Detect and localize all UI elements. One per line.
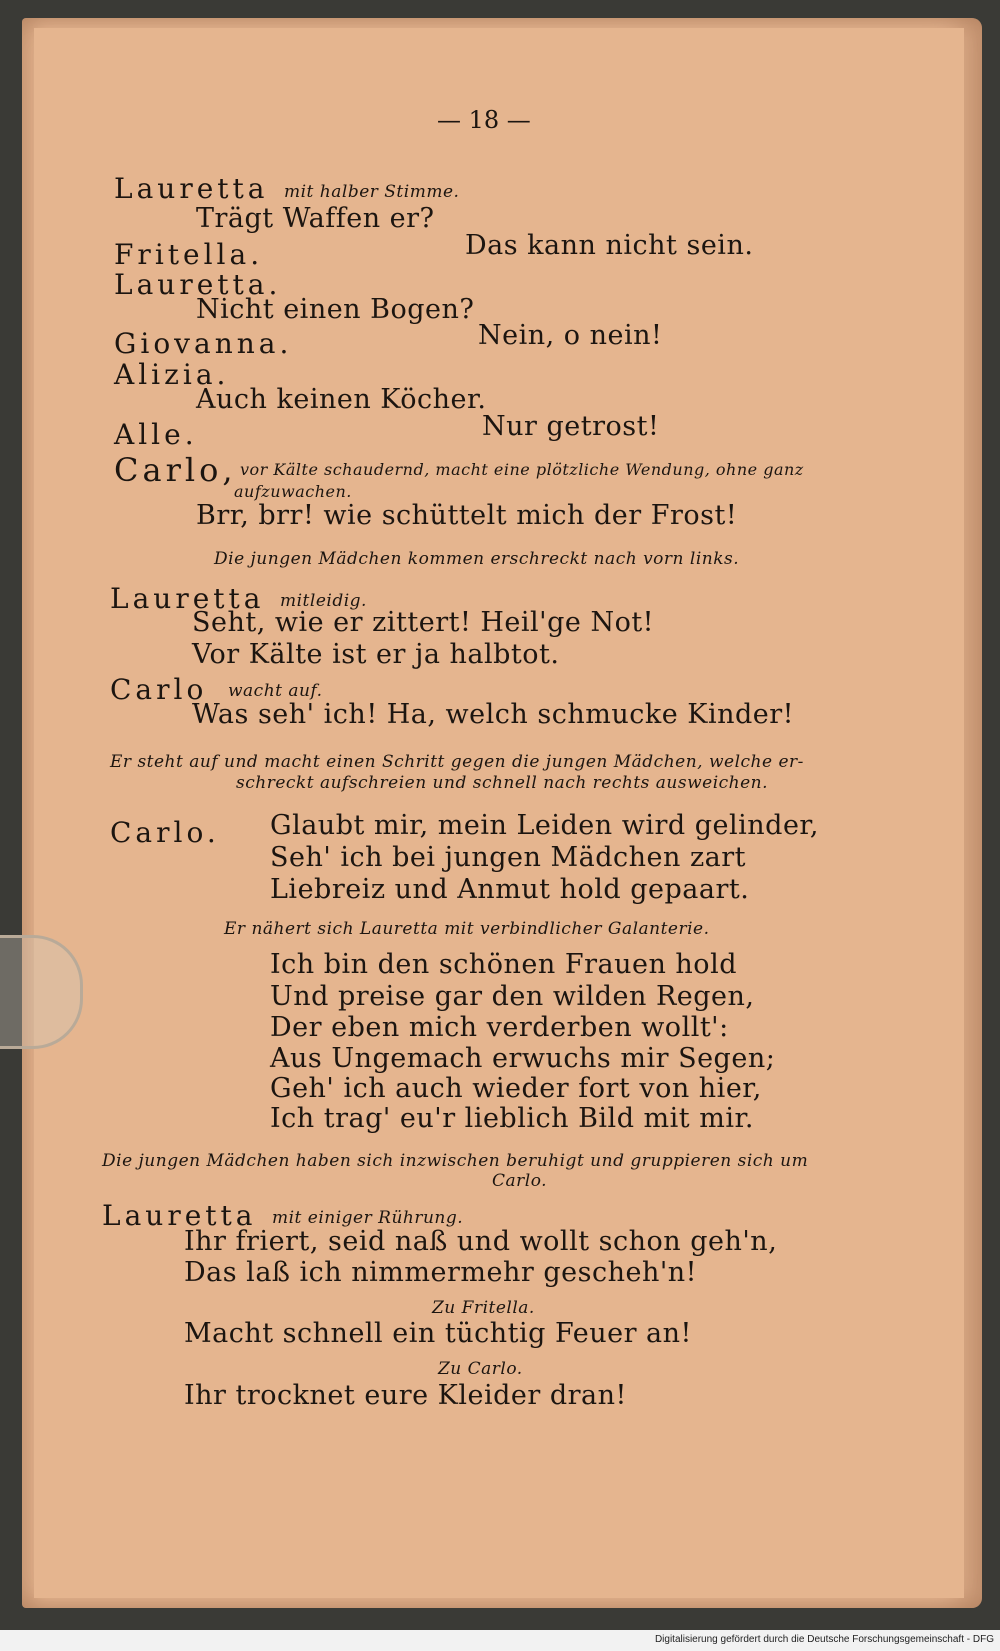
stage-direction: Er nähert sich Lauretta mit verbindlicher Galanterie. — [224, 919, 710, 939]
speaker-fritella: Fritella. — [114, 238, 264, 271]
verse-line: Trägt Waffen er? — [196, 203, 435, 234]
verse-line: Nicht einen Bogen? — [196, 294, 475, 325]
verse-line: Macht schnell ein tüchtig Feuer an! — [184, 1318, 692, 1349]
speaker-carlo: Carlo, — [114, 451, 237, 489]
stage-direction: mitleidig. — [280, 591, 367, 611]
verse-line: Das laß ich nimmermehr gescheh'n! — [184, 1257, 697, 1288]
stage-direction: Carlo. — [492, 1171, 548, 1191]
speaker-carlo: Carlo. — [110, 816, 220, 849]
verse-line: Das kann nicht sein. — [465, 230, 754, 261]
verse-line: Der eben mich verderben wollt': — [270, 1012, 729, 1043]
verse-line: Aus Ungemach erwuchs mir Segen; — [270, 1043, 776, 1074]
speaker-giovanna: Giovanna. — [114, 327, 293, 360]
stage-direction: Die jungen Mädchen haben sich inzwischen beruhigt und gruppieren sich um — [102, 1151, 809, 1171]
aside-direction: Zu Fritella. — [432, 1298, 535, 1318]
verse-line: Seh' ich bei jungen Mädchen zart — [270, 842, 747, 873]
verse-line: Und preise gar den wilden Regen, — [270, 981, 755, 1012]
speaker-lauretta: Lauretta. — [114, 268, 282, 301]
stage-direction: Er steht auf und macht einen Schritt gegen die jungen Mädchen, welche er- — [110, 752, 804, 772]
paper-clip-shadow — [0, 935, 83, 1049]
verse-line: Glaubt mir, mein Leiden wird gelinder, — [270, 810, 819, 841]
verse-line: Brr, brr! wie schüttelt mich der Frost! — [196, 500, 738, 531]
verse-line: Ich trag' eu'r lieblich Bild mit mir. — [270, 1103, 754, 1134]
speaker-lauretta: Lauretta — [114, 172, 269, 205]
stage-direction: Die jungen Mädchen kommen erschreckt nach vorn links. — [214, 549, 740, 569]
stage-direction: mit einiger Rührung. — [272, 1208, 464, 1228]
footer-credit: Digitalisierung gefördert durch die Deutsche Forschungsgemeinschaft - DFG — [654, 1634, 994, 1645]
page-number: — 18 — — [437, 106, 531, 134]
verse-line: Was seh' ich! Ha, welch schmucke Kinder! — [192, 699, 794, 730]
verse-line: Nur getrost! — [482, 411, 660, 442]
verse-line: Nein, o nein! — [478, 320, 663, 351]
speaker-alle: Alle. — [114, 418, 198, 451]
stage-direction: schreckt aufschreien und schnell nach rechts ausweichen. — [236, 773, 769, 793]
stage-direction: aufzuwachen. — [234, 482, 352, 501]
verse-line: Ihr friert, seid naß und wollt schon geh'n, — [184, 1226, 778, 1257]
verse-line: Ihr trocknet eure Kleider dran! — [184, 1380, 627, 1411]
speaker-lauretta: Lauretta — [102, 1199, 257, 1232]
verse-line: Liebreiz und Anmut hold gepaart. — [270, 874, 750, 905]
verse-line: Ich bin den schönen Frauen hold — [270, 949, 737, 980]
stage-direction: mit halber Stimme. — [284, 182, 460, 202]
verse-line: Geh' ich auch wieder fort von hier, — [270, 1073, 762, 1104]
verse-line: Vor Kälte ist er ja halbtot. — [192, 639, 560, 670]
stage-direction: wacht auf. — [228, 681, 323, 701]
speaker-lauretta: Lauretta — [110, 582, 265, 615]
speaker-alizia: Alizia. — [114, 358, 230, 391]
stage-direction: vor Kälte schaudernd, macht eine plötzliche Wendung, ohne ganz — [240, 460, 804, 479]
speaker-carlo: Carlo — [110, 673, 208, 706]
verse-line: Auch keinen Köcher. — [196, 384, 487, 415]
verse-line: Seht, wie er zittert! Heil'ge Not! — [192, 607, 655, 638]
aside-direction: Zu Carlo. — [438, 1359, 523, 1379]
